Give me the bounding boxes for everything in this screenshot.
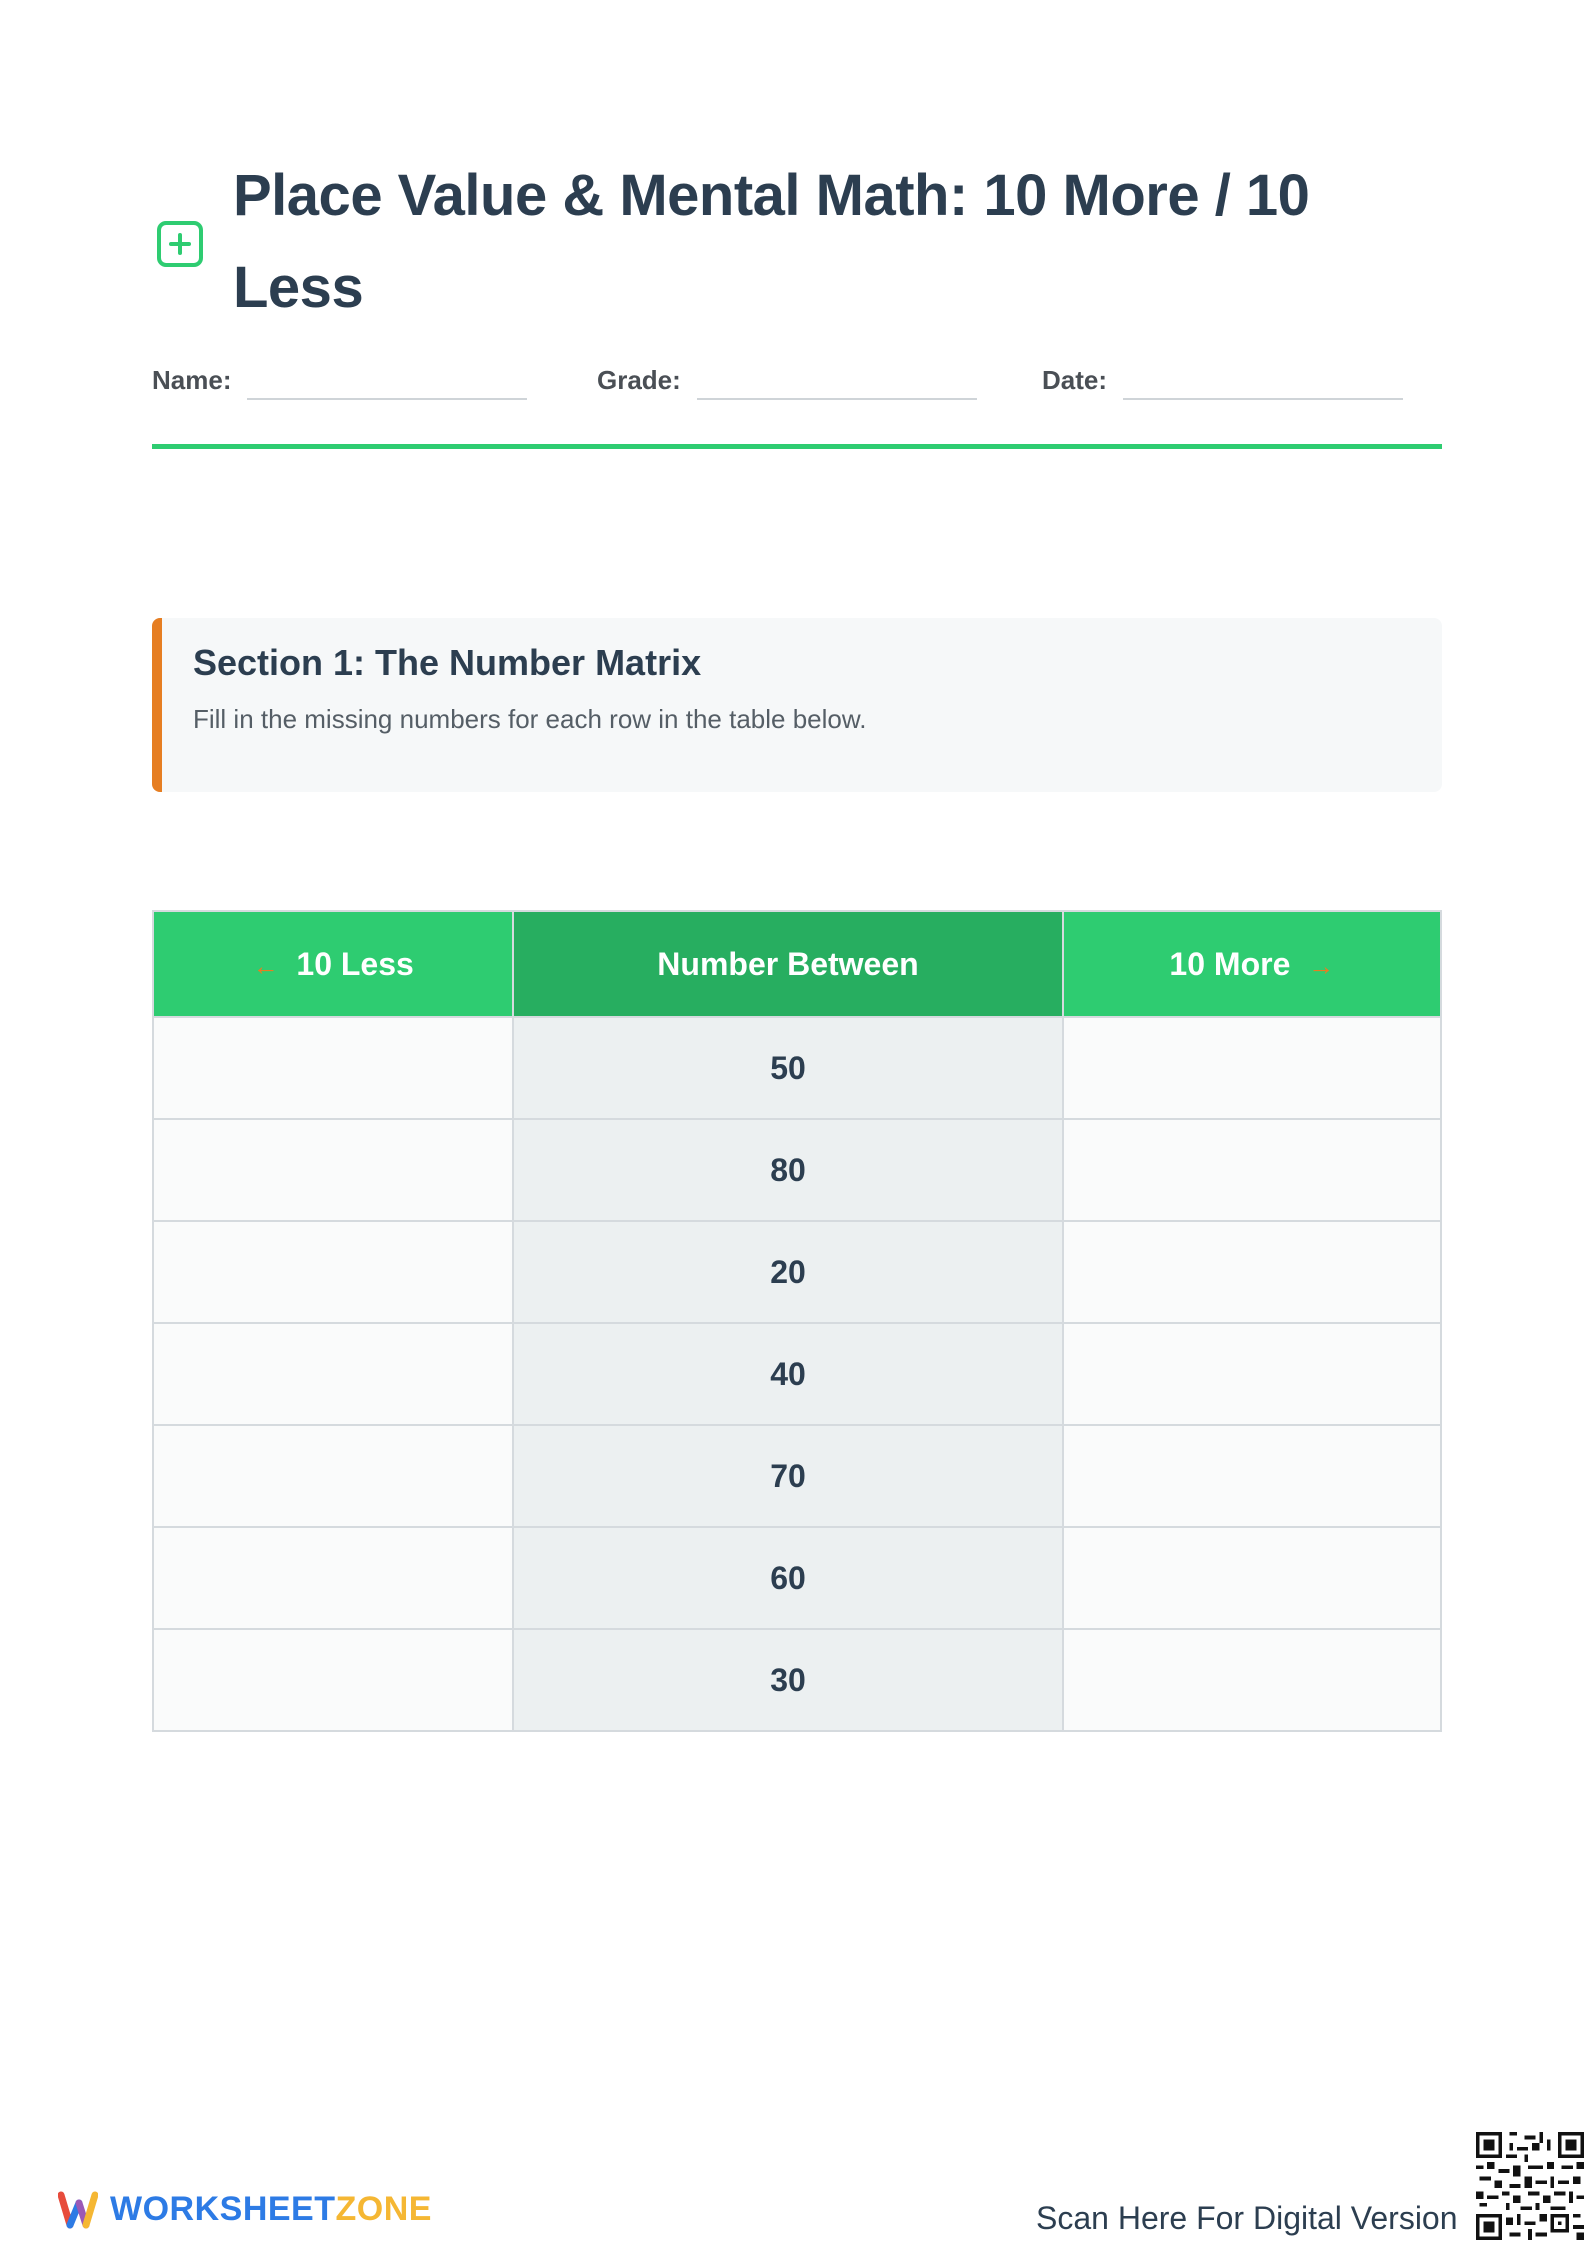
table-row bbox=[153, 1425, 1441, 1527]
number-between-cell: 50 bbox=[513, 1017, 1062, 1119]
table-header-row bbox=[153, 911, 1441, 1017]
date-input-line[interactable] bbox=[1123, 360, 1403, 400]
less-answer-cell[interactable] bbox=[153, 1527, 513, 1629]
table-row bbox=[153, 1629, 1441, 1731]
less-answer-cell[interactable] bbox=[153, 1221, 513, 1323]
section-instructions bbox=[152, 618, 1442, 792]
more-answer-cell[interactable] bbox=[1063, 1221, 1441, 1323]
student-info-fields bbox=[152, 360, 1442, 410]
less-answer-cell[interactable] bbox=[153, 1323, 513, 1425]
date-field bbox=[1042, 360, 1403, 400]
more-answer-cell[interactable] bbox=[1063, 1323, 1441, 1425]
number-matrix-table bbox=[152, 910, 1442, 1732]
date-label: Date: bbox=[1042, 365, 1108, 395]
grade-input-line[interactable] bbox=[697, 360, 977, 400]
table-row bbox=[153, 1323, 1441, 1425]
section-title: Section 1: The Number Matrix bbox=[193, 642, 702, 683]
number-between-cell: 70 bbox=[513, 1425, 1062, 1527]
header-10-more-label: 10 More bbox=[1169, 945, 1291, 982]
plus-square-icon bbox=[156, 220, 204, 268]
grade-label: Grade: bbox=[597, 365, 681, 395]
number-between-cell: 80 bbox=[513, 1119, 1062, 1221]
grade-field bbox=[597, 360, 977, 400]
more-answer-cell[interactable] bbox=[1063, 1425, 1441, 1527]
table-row bbox=[153, 1527, 1441, 1629]
arrow-left-icon: ← bbox=[252, 950, 279, 981]
table-row bbox=[153, 1221, 1441, 1323]
less-answer-cell[interactable] bbox=[153, 1119, 513, 1221]
number-between-cell: 40 bbox=[513, 1323, 1062, 1425]
section-description: Fill in the missing numbers for each row in the table below. bbox=[193, 704, 867, 734]
less-answer-cell[interactable] bbox=[153, 1425, 513, 1527]
table-row bbox=[153, 1119, 1441, 1221]
number-between-cell: 60 bbox=[513, 1527, 1062, 1629]
logo-wordmark: WORKSHEETZONE bbox=[110, 2190, 432, 2228]
w-logo-icon bbox=[58, 2191, 98, 2229]
more-answer-cell[interactable] bbox=[1063, 1527, 1441, 1629]
qr-code-icon[interactable] bbox=[1476, 2132, 1584, 2240]
more-answer-cell[interactable] bbox=[1063, 1017, 1441, 1119]
name-label: Name: bbox=[152, 365, 232, 395]
number-between-cell: 30 bbox=[513, 1629, 1062, 1731]
less-answer-cell[interactable] bbox=[153, 1629, 513, 1731]
name-field bbox=[152, 360, 527, 400]
scan-instruction: Scan Here For Digital Version bbox=[1036, 2200, 1458, 2236]
name-input-line[interactable] bbox=[247, 360, 527, 400]
less-answer-cell[interactable] bbox=[153, 1017, 513, 1119]
header-10-more bbox=[1063, 911, 1441, 1017]
page-title: Place Value & Mental Math: 10 More / 10 Less bbox=[233, 163, 1310, 320]
header-number-between bbox=[513, 911, 1062, 1017]
table-row bbox=[153, 1017, 1441, 1119]
number-between-cell: 20 bbox=[513, 1221, 1062, 1323]
header-10-less bbox=[153, 911, 513, 1017]
header-10-less-label: 10 Less bbox=[296, 945, 414, 982]
more-answer-cell[interactable] bbox=[1063, 1629, 1441, 1731]
arrow-right-icon: → bbox=[1308, 950, 1335, 981]
header-divider bbox=[152, 444, 1442, 449]
header-number-between-label: Number Between bbox=[657, 945, 919, 982]
worksheetzone-logo bbox=[58, 2190, 432, 2229]
section-accent-bar bbox=[152, 618, 162, 792]
more-answer-cell[interactable] bbox=[1063, 1119, 1441, 1221]
